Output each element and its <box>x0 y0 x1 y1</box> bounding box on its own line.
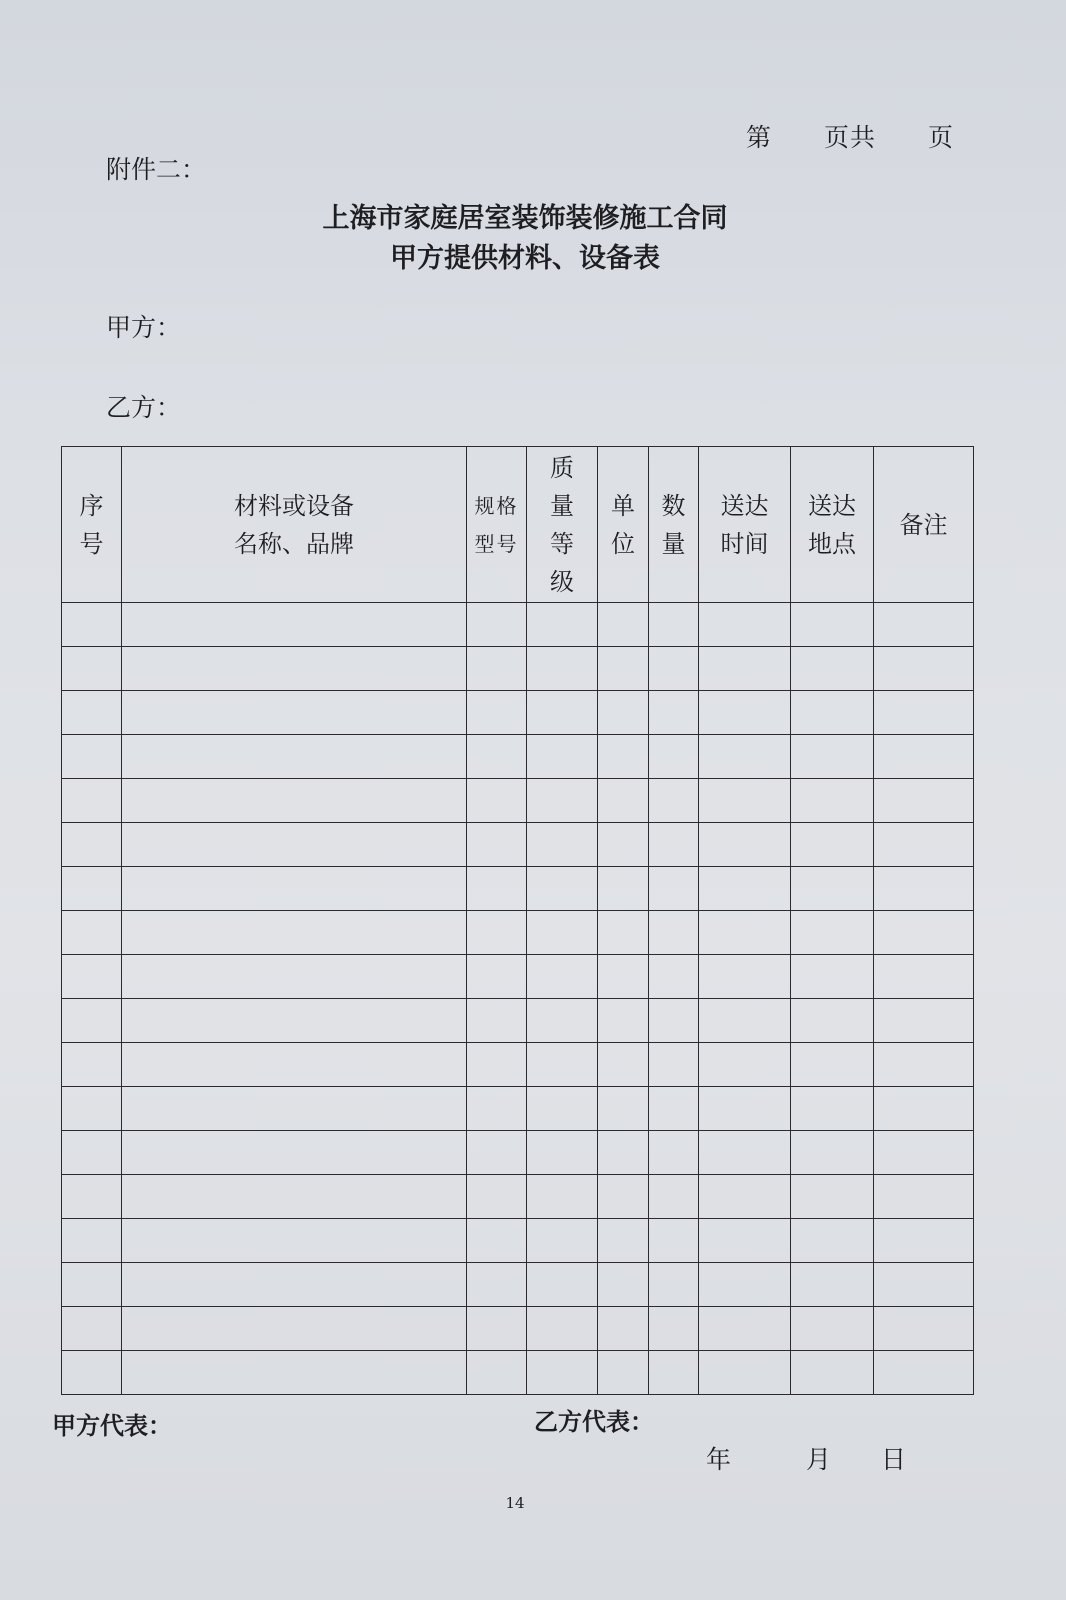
table-cell[interactable] <box>791 823 874 867</box>
table-cell[interactable] <box>122 1219 467 1263</box>
table-cell[interactable] <box>122 1131 467 1175</box>
table-cell[interactable] <box>62 1263 122 1307</box>
table-cell[interactable] <box>527 735 598 779</box>
table-cell[interactable] <box>874 911 974 955</box>
table-row <box>62 647 974 691</box>
table-cell[interactable] <box>527 1263 598 1307</box>
page-number: 14 <box>505 1494 525 1512</box>
header-text-line: 备注 <box>899 510 948 539</box>
header-text-line: 地点 <box>808 529 856 558</box>
document-title: 上海市家庭居室装饰装修施工合同 <box>322 203 728 234</box>
table-cell[interactable] <box>791 1219 874 1263</box>
table-cell[interactable] <box>874 779 974 823</box>
header-text-line: 量 <box>550 491 574 520</box>
table-cell[interactable] <box>649 1307 699 1351</box>
table-cell[interactable] <box>874 823 974 867</box>
table-cell[interactable] <box>527 691 598 735</box>
table-cell[interactable] <box>122 867 467 911</box>
header-text-line: 量 <box>661 529 686 558</box>
table-cell[interactable] <box>122 735 467 779</box>
table-cell[interactable] <box>649 691 699 735</box>
table-cell[interactable] <box>62 603 122 647</box>
table-cell[interactable] <box>874 1351 974 1395</box>
table-cell[interactable] <box>791 603 874 647</box>
table-cell[interactable] <box>699 603 791 647</box>
table-cell[interactable] <box>874 691 974 735</box>
header-text-line: 名称、品牌 <box>234 529 354 558</box>
date-line: 年 月 日 <box>706 1445 907 1474</box>
table-cell[interactable] <box>467 1043 527 1087</box>
party-b-representative-label: 乙方代表： <box>534 1408 654 1436</box>
table-cell[interactable] <box>467 735 527 779</box>
table-cell[interactable] <box>699 735 791 779</box>
table-cell[interactable] <box>699 1131 791 1175</box>
table-cell[interactable] <box>62 735 122 779</box>
header-text-line: 质 <box>550 453 574 482</box>
table-cell[interactable] <box>699 867 791 911</box>
table-cell[interactable] <box>527 999 598 1043</box>
table-row <box>62 735 974 779</box>
header-material-name-brand <box>122 447 467 603</box>
table-cell[interactable] <box>467 1351 527 1395</box>
table-cell[interactable] <box>467 647 527 691</box>
document-subtitle: 甲方提供材料、设备表 <box>390 243 660 274</box>
table-cell[interactable] <box>598 1307 649 1351</box>
table-cell[interactable] <box>62 867 122 911</box>
header-text-line: 级 <box>550 567 574 596</box>
table-cell[interactable] <box>791 1307 874 1351</box>
table-cell[interactable] <box>527 867 598 911</box>
table-cell[interactable] <box>699 647 791 691</box>
table-cell[interactable] <box>874 603 974 647</box>
table-cell[interactable] <box>699 1219 791 1263</box>
header-spec-model <box>467 447 527 603</box>
table-cell[interactable] <box>598 955 649 999</box>
table-cell[interactable] <box>527 1219 598 1263</box>
header-delivery-time <box>699 447 791 603</box>
table-cell[interactable] <box>527 1087 598 1131</box>
table-cell[interactable] <box>598 647 649 691</box>
table-row <box>62 955 974 999</box>
table-row <box>62 779 974 823</box>
table-cell[interactable] <box>699 955 791 999</box>
table-cell[interactable] <box>649 823 699 867</box>
table-cell[interactable] <box>598 999 649 1043</box>
table-cell[interactable] <box>791 1131 874 1175</box>
table-cell[interactable] <box>874 1175 974 1219</box>
table-cell[interactable] <box>122 1263 467 1307</box>
materials-table <box>61 446 974 1395</box>
table-cell[interactable] <box>467 955 527 999</box>
table-cell[interactable] <box>598 603 649 647</box>
table-cell[interactable] <box>62 1175 122 1219</box>
table-cell[interactable] <box>122 823 467 867</box>
header-text-line: 位 <box>611 529 635 558</box>
table-cell[interactable] <box>467 999 527 1043</box>
table-cell[interactable] <box>791 647 874 691</box>
table-cell[interactable] <box>791 1087 874 1131</box>
table-cell[interactable] <box>874 955 974 999</box>
table-cell[interactable] <box>122 647 467 691</box>
table-cell[interactable] <box>62 691 122 735</box>
table-cell[interactable] <box>874 735 974 779</box>
table-cell[interactable] <box>527 1307 598 1351</box>
table-row <box>62 1307 974 1351</box>
table-row <box>62 691 974 735</box>
table-cell[interactable] <box>598 779 649 823</box>
table-row <box>62 1351 974 1395</box>
table-cell[interactable] <box>791 999 874 1043</box>
table-cell[interactable] <box>467 1087 527 1131</box>
table-cell[interactable] <box>649 1351 699 1395</box>
table-cell[interactable] <box>874 1087 974 1131</box>
table-row <box>62 1131 974 1175</box>
table-cell[interactable] <box>699 911 791 955</box>
table-cell[interactable] <box>527 779 598 823</box>
table-cell[interactable] <box>62 1043 122 1087</box>
table-cell[interactable] <box>62 1131 122 1175</box>
table-cell[interactable] <box>122 1087 467 1131</box>
table-cell[interactable] <box>467 603 527 647</box>
header-text-line: 号 <box>79 529 104 558</box>
header-quality-grade <box>527 447 598 603</box>
table-cell[interactable] <box>649 911 699 955</box>
table-cell[interactable] <box>467 1307 527 1351</box>
header-text-line: 数 <box>661 491 686 520</box>
table-cell[interactable] <box>598 1351 649 1395</box>
table-row <box>62 1087 974 1131</box>
header-text-line: 送达 <box>808 491 856 520</box>
table-cell[interactable] <box>699 779 791 823</box>
table-cell[interactable] <box>62 911 122 955</box>
header-text-line: 规格 <box>474 493 519 518</box>
table-cell[interactable] <box>527 1043 598 1087</box>
table-row <box>62 1175 974 1219</box>
table-cell[interactable] <box>527 823 598 867</box>
table-cell[interactable] <box>649 955 699 999</box>
table-cell[interactable] <box>62 955 122 999</box>
table-cell[interactable] <box>122 691 467 735</box>
header-delivery-location <box>791 447 874 603</box>
table-cell[interactable] <box>598 1087 649 1131</box>
table-cell[interactable] <box>699 1263 791 1307</box>
table-cell[interactable] <box>699 1307 791 1351</box>
table-cell[interactable] <box>791 1175 874 1219</box>
table-cell[interactable] <box>699 1175 791 1219</box>
table-cell[interactable] <box>527 1351 598 1395</box>
table-cell[interactable] <box>874 1263 974 1307</box>
table-cell[interactable] <box>122 999 467 1043</box>
table-cell[interactable] <box>791 1263 874 1307</box>
table-cell[interactable] <box>791 1351 874 1395</box>
table-cell[interactable] <box>598 1263 649 1307</box>
header-text-line: 型号 <box>474 531 519 556</box>
table-row <box>62 911 974 955</box>
table-cell[interactable] <box>62 1087 122 1131</box>
table-cell[interactable] <box>699 823 791 867</box>
table-row <box>62 867 974 911</box>
table-cell[interactable] <box>874 1043 974 1087</box>
table-cell[interactable] <box>649 779 699 823</box>
party-a-representative-label: 甲方代表： <box>52 1412 172 1440</box>
table-cell[interactable] <box>699 1043 791 1087</box>
table-row <box>62 999 974 1043</box>
table-cell[interactable] <box>62 1219 122 1263</box>
table-cell[interactable] <box>649 1043 699 1087</box>
table-cell[interactable] <box>874 1219 974 1263</box>
table-cell[interactable] <box>699 691 791 735</box>
table-cell[interactable] <box>527 955 598 999</box>
table-cell[interactable] <box>649 735 699 779</box>
table-cell[interactable] <box>598 1131 649 1175</box>
table-row <box>62 1219 974 1263</box>
table-cell[interactable] <box>649 999 699 1043</box>
table-cell[interactable] <box>62 1307 122 1351</box>
table-cell[interactable] <box>527 603 598 647</box>
table-cell[interactable] <box>122 1175 467 1219</box>
attachment-label: 附件二： <box>106 155 207 184</box>
table-cell[interactable] <box>598 823 649 867</box>
table-cell[interactable] <box>699 999 791 1043</box>
header-text-line: 序 <box>79 491 104 520</box>
header-text-line: 等 <box>550 529 574 558</box>
table-cell[interactable] <box>598 1175 649 1219</box>
table-cell[interactable] <box>467 691 527 735</box>
table-cell[interactable] <box>598 1219 649 1263</box>
header-remarks <box>874 447 974 603</box>
table-cell[interactable] <box>467 1263 527 1307</box>
party-b-label: 乙方： <box>106 393 182 422</box>
table-cell[interactable] <box>467 1131 527 1175</box>
table-cell[interactable] <box>598 735 649 779</box>
party-a-label: 甲方： <box>106 313 182 342</box>
table-cell[interactable] <box>598 867 649 911</box>
table-cell[interactable] <box>122 1351 467 1395</box>
table-cell[interactable] <box>598 1043 649 1087</box>
table-cell[interactable] <box>62 647 122 691</box>
table-cell[interactable] <box>649 603 699 647</box>
table-cell[interactable] <box>467 1219 527 1263</box>
table-cell[interactable] <box>791 691 874 735</box>
table-cell[interactable] <box>649 647 699 691</box>
table-cell[interactable] <box>791 911 874 955</box>
table-cell[interactable] <box>874 999 974 1043</box>
table-cell[interactable] <box>467 911 527 955</box>
table-cell[interactable] <box>122 779 467 823</box>
header-text-line: 单 <box>611 491 635 520</box>
table-cell[interactable] <box>467 1175 527 1219</box>
header-quantity <box>649 447 699 603</box>
table-header-row <box>62 447 974 603</box>
header-text-line: 送达 <box>720 491 769 520</box>
table-cell[interactable] <box>791 735 874 779</box>
table-row <box>62 1043 974 1087</box>
table-cell[interactable] <box>62 823 122 867</box>
table-cell[interactable] <box>527 1131 598 1175</box>
table-cell[interactable] <box>649 1087 699 1131</box>
table-cell[interactable] <box>122 603 467 647</box>
table-cell[interactable] <box>467 779 527 823</box>
table-cell[interactable] <box>791 779 874 823</box>
table-cell[interactable] <box>527 911 598 955</box>
table-cell[interactable] <box>699 1087 791 1131</box>
table-cell[interactable] <box>791 1043 874 1087</box>
table-cell[interactable] <box>649 1175 699 1219</box>
table-row <box>62 1263 974 1307</box>
table-cell[interactable] <box>62 779 122 823</box>
table-cell[interactable] <box>649 1263 699 1307</box>
table-cell[interactable] <box>874 1131 974 1175</box>
header-text-line: 材料或设备 <box>234 491 354 520</box>
table-row <box>62 603 974 647</box>
table-cell[interactable] <box>649 1219 699 1263</box>
table-cell[interactable] <box>467 867 527 911</box>
table-cell[interactable] <box>649 867 699 911</box>
table-cell[interactable] <box>649 1131 699 1175</box>
table-cell[interactable] <box>62 1351 122 1395</box>
table-body <box>62 603 974 1395</box>
table-cell[interactable] <box>122 955 467 999</box>
table-row <box>62 823 974 867</box>
table-cell[interactable] <box>62 999 122 1043</box>
table-cell[interactable] <box>527 647 598 691</box>
header-unit <box>598 447 649 603</box>
table-cell[interactable] <box>791 867 874 911</box>
table-cell[interactable] <box>699 1351 791 1395</box>
table-cell[interactable] <box>598 911 649 955</box>
table-cell[interactable] <box>598 691 649 735</box>
header-text-line: 时间 <box>720 529 769 558</box>
table-cell[interactable] <box>122 911 467 955</box>
table-cell[interactable] <box>874 867 974 911</box>
table-cell[interactable] <box>122 1043 467 1087</box>
table-cell[interactable] <box>874 1307 974 1351</box>
table-cell[interactable] <box>467 823 527 867</box>
table-cell[interactable] <box>874 647 974 691</box>
page-count-label: 第 页共 页 <box>746 123 955 152</box>
table-cell[interactable] <box>791 955 874 999</box>
header-serial-number <box>62 447 122 603</box>
table-cell[interactable] <box>527 1175 598 1219</box>
table-cell[interactable] <box>122 1307 467 1351</box>
